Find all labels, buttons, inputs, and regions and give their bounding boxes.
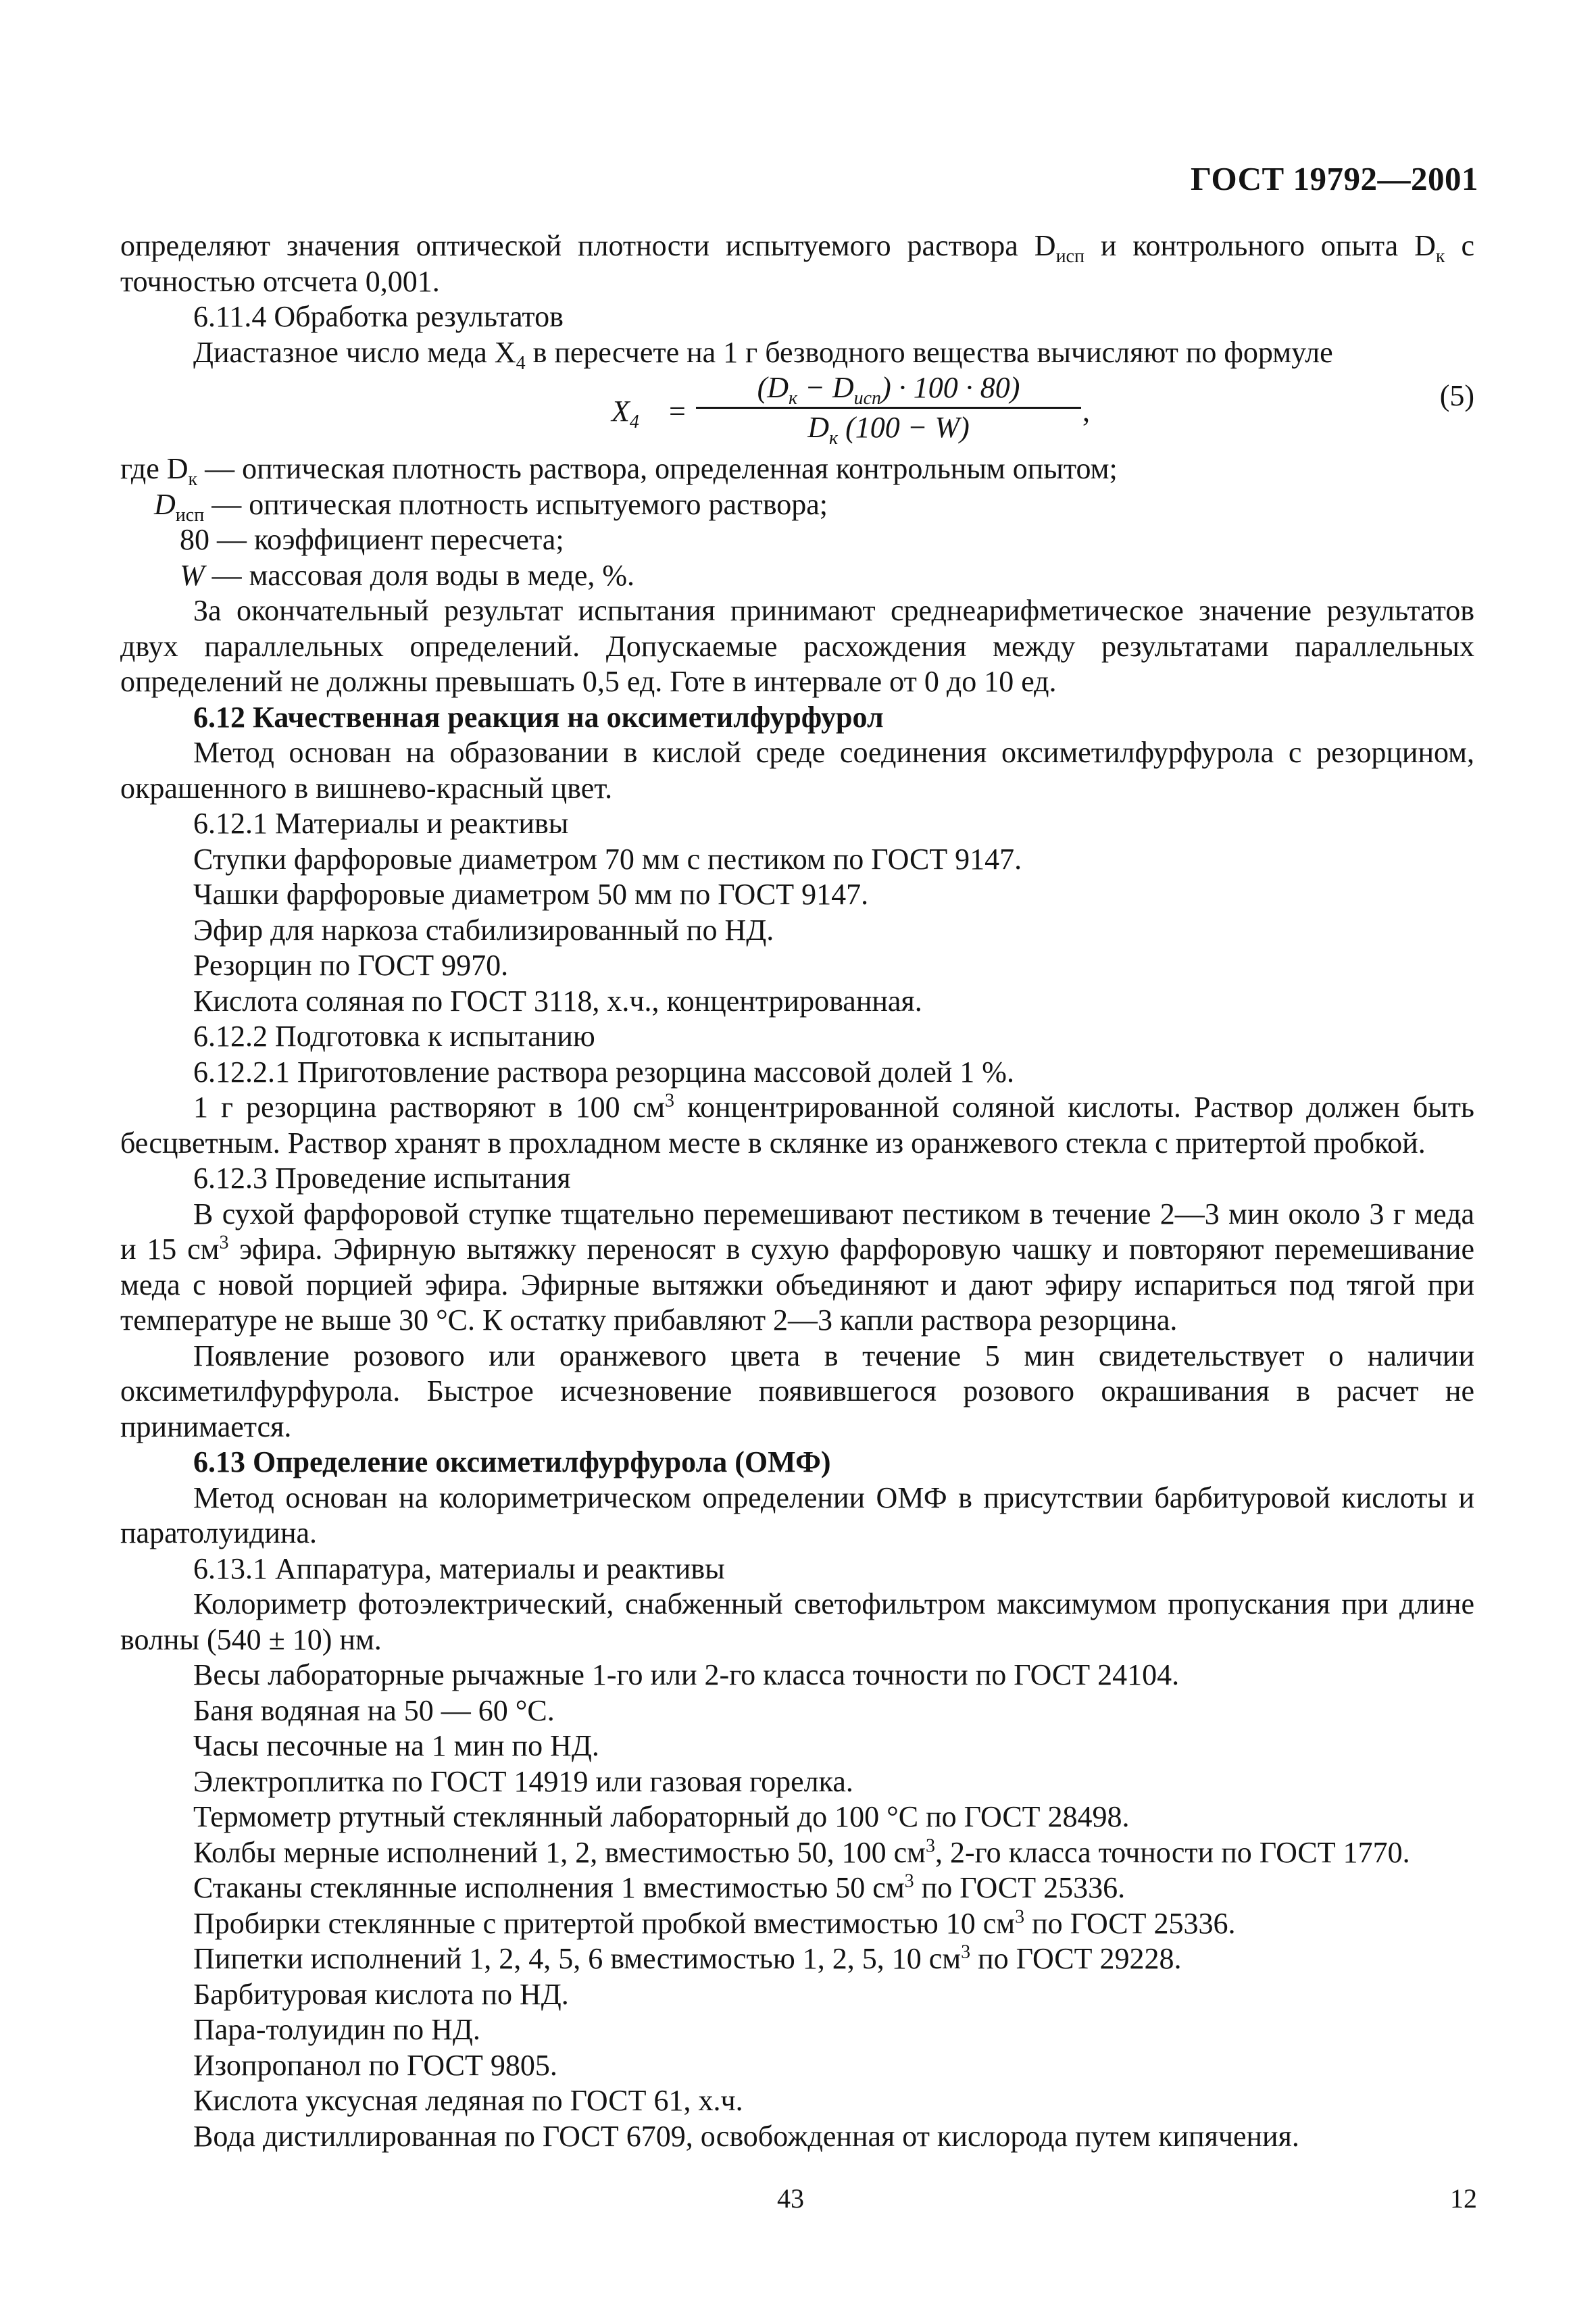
section-6-12-2: 6.12.2 Подготовка к испытанию (193, 1020, 595, 1053)
definition-w: W — массовая доля воды в меде, %. (180, 558, 635, 592)
apparatus-item: Баня водяная на 50 — 60 °С. (193, 1693, 555, 1727)
apparatus-item: Часы песочные на 1 мин по НД. (193, 1729, 599, 1762)
section-6-13-1: 6.13.1 Аппаратура, материалы и реактивы (193, 1551, 725, 1585)
paragraph-method-613: Метод основан на колориметрическом определении ОМФ в присутствии барбитуровой кислоты и паратолуидина. (120, 1480, 1474, 1549)
material-item: Кислота соляная по ГОСТ 3118, х.ч., концентрированная. (193, 984, 922, 1018)
apparatus-item: Колориметр фотоэлектрический, снабженный светофильтром максимумом пропускания при длине волны (540 ± 10) нм. (120, 1587, 1474, 1656)
apparatus-item: Пара-толуидин по НД. (193, 2013, 480, 2046)
material-item: Чашки фарфоровые диаметром 50 мм по ГОСТ 9147. (193, 878, 869, 911)
formula-denominator: $D_к$ (100 − W) (807, 411, 970, 449)
formula-comma: , (1082, 395, 1090, 428)
formula-equals: = (669, 395, 686, 428)
page-number-right: 12 (1450, 2183, 1477, 2214)
material-item: Эфир для наркоза стабилизированный по НД. (193, 913, 774, 947)
paragraph-resorcin: 1 г резорцина растворяют в 100 $см^3$ концентрированной соляной кислоты. Раствор должен быть бесцветным. Раствор хранят в прохладном месте в склянке из оранжевого стекла с притертой пробкой. (120, 1090, 1474, 1160)
apparatus-item: Вода дистиллированная по ГОСТ 6709, освобожденная от кислорода путем кипячения. (193, 2119, 1299, 2153)
material-item: Ступки фарфоровые диаметром 70 мм с пестиком по ГОСТ 9147. (193, 842, 1022, 876)
definition-80: 80 — коэффициент пересчета; (180, 523, 564, 556)
page-number-left: 43 (777, 2183, 804, 2214)
section-6-12-1: 6.12.1 Материалы и реактивы (193, 807, 569, 840)
apparatus-item: Электроплитка по ГОСТ 14919 или газовая горелка. (193, 1764, 853, 1798)
apparatus-item: Кислота уксусная ледяная по ГОСТ 61, х.ч. (193, 2084, 743, 2117)
section-6-12-2-1: 6.12.2.1 Приготовление раствора резорцина массовой долей 1 %. (193, 1055, 1014, 1089)
paragraph-final-result: За окончательный результат испытания принимают среднеарифметическое значение результатов двух параллельных определений. Допускаемые расхождения между результатами параллельных определений не должны превышать 0,5 ед. Готе в интервале от 0 до 10 ед. (120, 594, 1474, 698)
formula-5 (120, 372, 1474, 449)
section-6-11-4: 6.11.4 Обработка результатов (193, 300, 564, 333)
apparatus-item: Весы лабораторные рычажные 1-го или 2-го класса точности по ГОСТ 24104. (193, 1658, 1180, 1691)
definition-disp: $D_{исп}$ — оптическая плотность испытуемого раствора; (154, 487, 828, 526)
document-body (120, 228, 1474, 2154)
apparatus-item: Изопропанол по ГОСТ 9805. (193, 2048, 557, 2082)
apparatus-item: Стаканы стеклянные исполнения 1 вместимостью 50 $см^3$ по ГОСТ 25336. (193, 1870, 1126, 1904)
formula-number: (5) (1439, 379, 1474, 412)
apparatus-item: Колбы мерные исполнений 1, 2, вместимостью 50, 100 $см^3$, 2-го класса точности по ГОСТ 1770. (193, 1835, 1410, 1869)
definition-dk: где $D_к$ — оптическая плотность раствора, определенная контрольным опытом; (120, 452, 1118, 490)
standard-header: ГОСТ 19792—2001 (1191, 160, 1478, 197)
apparatus-item: Пробирки стеклянные с притертой пробкой вместимостью 10 $см^3$ по ГОСТ 25336. (193, 1906, 1236, 1940)
section-6-12: 6.12 Качественная реакция на оксиметилфурфурол (193, 700, 884, 734)
paragraph-test-procedure: В сухой фарфоровой ступке тщательно перемешивают пестиком в течение 2—3 мин около 3 г меда и 15 $см^3$ эфира. Эфирную вытяжку переносят в сухую фарфоровую чашку и повторяют перемешивание меда с новой порцией эфира. Эфирные вытяжки объединяют и дают эфиру испариться под тягой при температуре не выше 30 °С. К остатку прибавляют 2—3 капли раствора резорцина. (120, 1197, 1475, 1337)
formula-numerator: $(D_к - D_{исп}) \cdot 100 \cdot 80$) (757, 371, 1020, 409)
paragraph-optical-density: определяют значения оптической плотности испытуемого раствора $D_{исп}$ и контрольного опыта $D_к$ с точностью отсчета 0,001. (120, 229, 1474, 298)
paragraph-appearance: Появление розового или оранжевого цвета в течение 5 мин свидетельствует о наличии оксиметилфурфурола. Быстрое исчезновение появившегося розового окрашивания в расчет не принимается. (120, 1339, 1474, 1443)
apparatus-item: Термометр ртутный стеклянный лабораторный до 100 °С по ГОСТ 28498. (193, 1800, 1130, 1833)
section-6-12-3: 6.12.3 Проведение испытания (193, 1162, 571, 1195)
apparatus-item: Барбитуровая кислота по НД. (193, 1977, 569, 2011)
apparatus-item: Пипетки исполнений 1, 2, 4, 5, 6 вместимостью 1, 2, 5, 10 $см^3$ по ГОСТ 29228. (193, 1941, 1182, 1975)
paragraph-diastase: Диастазное число меда $X_4$ в пересчете на 1 г безводного вещества вычисляют по формуле (193, 335, 1333, 374)
paragraph-method-612: Метод основан на образовании в кислой среде соединения оксиметилфурфурола с резорцином, окрашенного в вишнево-красный цвет. (120, 736, 1474, 805)
material-item: Резорцин по ГОСТ 9970. (193, 949, 509, 982)
formula-lhs: $X_4$ (612, 395, 639, 432)
fraction-bar (696, 407, 1081, 409)
section-6-13: 6.13 Определение оксиметилфурфурола (ОМФ) (193, 1445, 831, 1478)
